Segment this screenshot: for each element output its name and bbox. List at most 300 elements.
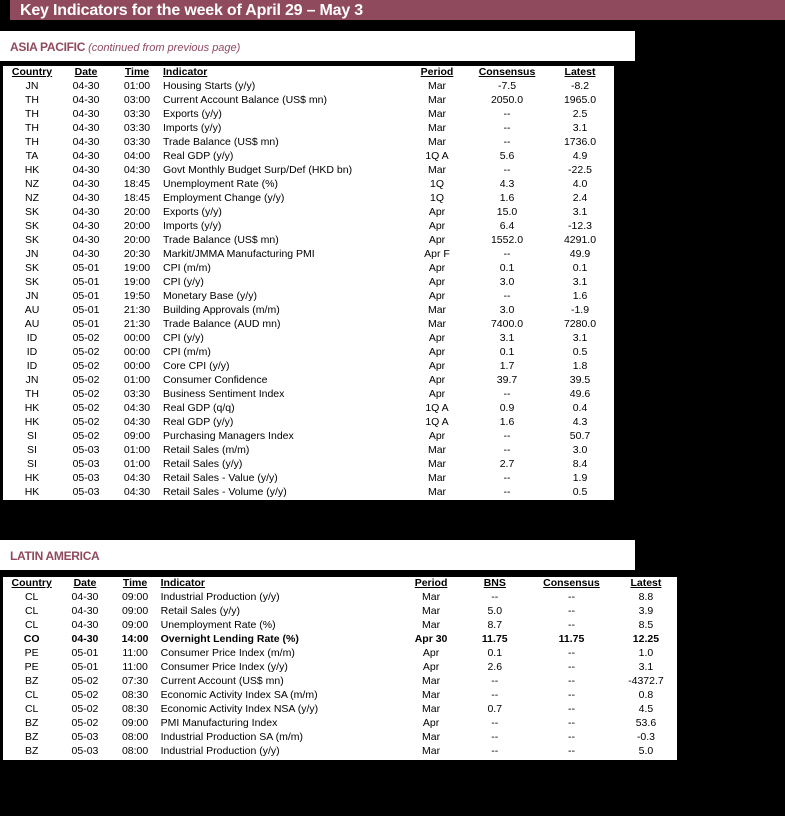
table-row	[3, 702, 677, 716]
cell-country: SI	[27, 458, 37, 470]
cell-latest: 2.4	[572, 192, 588, 204]
cell-date: 05-01	[72, 290, 100, 302]
cell-period: Mar	[427, 486, 447, 498]
cell-latest: 1736.0	[563, 136, 597, 148]
cell-time: 03:30	[123, 136, 151, 148]
cell-country: ID	[26, 346, 38, 358]
cell-period: Mar	[422, 619, 441, 631]
cell-indicator: Overnight Lending Rate (%)	[160, 633, 299, 645]
cell-indicator: Trade Balance (AUD mn)	[163, 318, 281, 330]
cell-time: 04:30	[123, 472, 151, 484]
table-row	[3, 373, 614, 387]
cell-country: CL	[24, 591, 39, 603]
cell-period: Apr	[422, 717, 440, 729]
cell-bns: 0.7	[487, 703, 503, 715]
cell-country: BZ	[24, 675, 39, 687]
cell-consensus: --	[503, 108, 511, 120]
cell-time: 20:00	[123, 220, 151, 232]
cell-latest: 12.25	[632, 633, 660, 645]
cell-date: 04-30	[72, 136, 100, 148]
latin-america-table-container	[3, 577, 677, 760]
table-row	[3, 429, 614, 443]
cell-latest: 4.9	[572, 150, 588, 162]
cell-latest: 8.4	[572, 458, 588, 470]
cell-time: 00:00	[123, 360, 151, 372]
table-row	[3, 121, 614, 135]
cell-date: 05-02	[72, 346, 100, 358]
cell-time: 07:30	[121, 675, 149, 687]
cell-time: 08:30	[121, 703, 149, 715]
table-header-row	[3, 577, 677, 590]
cell-date: 05-02	[71, 703, 99, 715]
table-row	[3, 219, 614, 233]
cell-consensus: 1552.0	[490, 234, 524, 246]
table-row	[3, 275, 614, 289]
cell-latest: 4.0	[572, 178, 588, 190]
cell-consensus: 0.9	[499, 402, 515, 414]
table-row	[3, 744, 677, 758]
cell-time: 08:00	[121, 745, 149, 757]
cell-country: NZ	[25, 192, 39, 204]
cell-indicator: Industrial Production (y/y)	[160, 745, 280, 757]
latin-america-title: LATIN AMERICA	[10, 549, 100, 563]
cell-bns: 11.75	[481, 633, 508, 645]
table-row	[3, 485, 614, 499]
cell-consensus: --	[567, 731, 575, 743]
cell-indicator: Real GDP (q/q)	[163, 402, 235, 414]
table-row	[3, 471, 614, 485]
cell-country: TH	[25, 136, 39, 148]
cell-indicator: Industrial Production (y/y)	[160, 591, 280, 603]
table-row	[3, 191, 614, 205]
cell-indicator: Imports (y/y)	[163, 122, 222, 134]
page-title: Key Indicators for the week of April 29 – May 3	[20, 2, 364, 19]
cell-time: 21:30	[123, 304, 151, 316]
cell-indicator: Purchasing Managers Index	[163, 430, 294, 442]
cell-latest: 3.0	[572, 444, 588, 456]
cell-country: HK	[24, 416, 40, 428]
table-row	[3, 135, 614, 149]
cell-period: Mar	[422, 745, 441, 757]
cell-country: NZ	[25, 178, 39, 190]
cell-latest: 49.6	[569, 388, 591, 400]
cell-country: HK	[24, 402, 40, 414]
cell-latest: 1.0	[638, 647, 654, 659]
cell-indicator: Markit/JMMA Manufacturing PMI	[163, 248, 315, 260]
cell-period: Apr 30	[414, 633, 448, 645]
title-banner	[10, 0, 785, 20]
cell-country: HK	[24, 164, 40, 176]
cell-consensus: 39.7	[496, 374, 518, 386]
cell-time: 18:45	[123, 178, 151, 190]
cell-consensus: --	[567, 647, 575, 659]
cell-indicator: Retail Sales - Value (y/y)	[163, 472, 278, 484]
cell-consensus: 3.0	[499, 276, 515, 288]
cell-bns: 0.1	[487, 647, 503, 659]
cell-period: Apr	[428, 262, 446, 274]
cell-indicator: Consumer Price Index (y/y)	[160, 661, 288, 673]
cell-country: SK	[24, 206, 39, 218]
cell-indicator: Unemployment Rate (%)	[160, 619, 276, 631]
cell-latest: -0.3	[636, 731, 655, 743]
cell-time: 08:00	[121, 731, 149, 743]
cell-country: PE	[24, 661, 39, 673]
cell-date: 04-30	[72, 234, 100, 246]
cell-time: 11:00	[122, 661, 148, 673]
table-row	[3, 317, 614, 331]
cell-date: 05-01	[71, 647, 99, 659]
cell-date: 05-03	[72, 458, 100, 470]
cell-time: 11:00	[122, 647, 148, 659]
table-row	[3, 730, 677, 744]
cell-latest: -4372.7	[628, 675, 664, 687]
asia-pacific-table-container	[3, 66, 614, 500]
cell-time: 19:50	[123, 290, 151, 302]
cell-latest: 53.6	[635, 717, 657, 729]
table-row	[3, 331, 614, 345]
cell-latest: 3.1	[638, 661, 654, 673]
cell-date: 04-30	[72, 122, 100, 134]
cell-date: 04-30	[72, 192, 100, 204]
cell-consensus: 0.1	[499, 346, 515, 358]
column-header-consensus: Consensus	[543, 577, 600, 589]
cell-time: 09:00	[121, 619, 149, 631]
cell-consensus: --	[567, 717, 575, 729]
cell-country: HK	[24, 486, 40, 498]
cell-bns: --	[491, 689, 499, 701]
column-header-country: Country	[11, 66, 53, 78]
cell-country: SK	[24, 262, 39, 274]
cell-latest: -22.5	[568, 164, 592, 176]
cell-period: Mar	[427, 472, 447, 484]
cell-country: TH	[25, 108, 39, 120]
cell-time: 01:00	[123, 80, 151, 92]
cell-date: 05-03	[72, 472, 100, 484]
cell-period: Apr	[428, 276, 446, 288]
cell-country: SI	[27, 444, 37, 456]
cell-period: Mar	[427, 122, 447, 134]
cell-country: SK	[24, 276, 39, 288]
latin-america-table	[3, 577, 677, 758]
table-row	[3, 345, 614, 359]
cell-consensus: --	[567, 591, 575, 603]
cell-period: Mar	[427, 318, 447, 330]
cell-latest: 3.1	[572, 276, 588, 288]
cell-country: SK	[24, 220, 39, 232]
cell-indicator: Economic Activity Index SA (m/m)	[160, 689, 318, 701]
cell-latest: 4.5	[638, 703, 654, 715]
cell-period: Apr	[428, 290, 446, 302]
table-header-row	[3, 66, 614, 79]
cell-latest: 4.3	[572, 416, 588, 428]
cell-period: Mar	[427, 444, 447, 456]
cell-latest: 3.9	[638, 605, 654, 617]
cell-country: BZ	[24, 745, 39, 757]
cell-time: 09:00	[121, 591, 149, 603]
cell-latest: 50.7	[569, 430, 591, 442]
cell-consensus: 1.6	[499, 192, 515, 204]
cell-indicator: Retail Sales (y/y)	[160, 605, 240, 617]
cell-consensus: 6.4	[499, 220, 515, 232]
cell-indicator: Economic Activity Index NSA (y/y)	[160, 703, 319, 715]
cell-period: Apr F	[424, 248, 450, 260]
cell-indicator: Imports (y/y)	[163, 220, 222, 232]
cell-time: 14:00	[121, 633, 149, 645]
cell-date: 05-03	[71, 731, 99, 743]
cell-time: 04:30	[123, 416, 151, 428]
cell-date: 05-02	[72, 360, 100, 372]
cell-latest: 0.5	[572, 486, 588, 498]
cell-consensus: 0.1	[499, 262, 515, 274]
table-row	[3, 261, 614, 275]
cell-indicator: Unemployment Rate (%)	[163, 178, 278, 190]
cell-date: 05-01	[72, 262, 100, 274]
table-row	[3, 660, 677, 674]
cell-latest: 4291.0	[563, 234, 597, 246]
cell-time: 03:30	[123, 122, 151, 134]
cell-bns: 5.0	[487, 605, 503, 617]
cell-latest: 0.5	[572, 346, 588, 358]
cell-period: Apr	[422, 647, 440, 659]
cell-indicator: Housing Starts (y/y)	[163, 80, 256, 92]
cell-consensus: --	[567, 689, 575, 701]
cell-indicator: Current Account (US$ mn)	[160, 675, 284, 687]
cell-consensus: --	[503, 122, 511, 134]
cell-latest: -12.3	[568, 220, 592, 232]
cell-indicator: Retail Sales (m/m)	[163, 444, 250, 456]
cell-period: Mar	[427, 94, 447, 106]
cell-date: 04-30	[71, 619, 99, 631]
cell-country: PE	[24, 647, 39, 659]
cell-indicator: Real GDP (y/y)	[163, 416, 234, 428]
cell-time: 08:30	[121, 689, 149, 701]
table-row	[3, 590, 677, 604]
cell-indicator: Industrial Production SA (m/m)	[160, 731, 304, 743]
cell-consensus: --	[567, 745, 575, 757]
cell-latest: 39.5	[569, 374, 591, 386]
cell-time: 00:00	[123, 332, 151, 344]
column-header-bns: BNS	[483, 577, 506, 589]
cell-consensus: 2050.0	[490, 94, 524, 106]
cell-indicator: PMI Manufacturing Index	[160, 717, 278, 729]
cell-period: 1Q A	[425, 150, 449, 162]
table-row	[3, 716, 677, 730]
cell-latest: 8.5	[638, 619, 654, 631]
column-header-indicator: Indicator	[160, 577, 205, 589]
cell-date: 04-30	[72, 220, 100, 232]
cell-latest: 0.8	[638, 689, 654, 701]
cell-indicator: CPI (y/y)	[163, 332, 204, 344]
column-header-consensus: Consensus	[478, 66, 536, 78]
cell-period: Mar	[422, 591, 441, 603]
cell-consensus: 3.1	[499, 332, 515, 344]
cell-indicator: Consumer Price Index (m/m)	[160, 647, 295, 659]
cell-date: 05-01	[71, 661, 99, 673]
table-row	[3, 415, 614, 429]
cell-latest: 1965.0	[563, 94, 597, 106]
cell-time: 09:00	[123, 430, 151, 442]
cell-indicator: Core CPI (y/y)	[163, 360, 230, 372]
cell-indicator: CPI (m/m)	[163, 262, 211, 274]
cell-date: 04-30	[71, 605, 99, 617]
cell-latest: 8.8	[638, 591, 654, 603]
cell-indicator: Trade Balance (US$ mn)	[163, 234, 279, 246]
cell-period: Mar	[427, 108, 447, 120]
table-row	[3, 205, 614, 219]
cell-period: Mar	[427, 80, 447, 92]
cell-time: 20:00	[123, 234, 151, 246]
cell-country: AU	[24, 318, 40, 330]
cell-bns: --	[491, 591, 499, 603]
cell-latest: 3.1	[572, 332, 588, 344]
cell-indicator: Real GDP (y/y)	[163, 150, 234, 162]
cell-period: 1Q	[429, 192, 444, 204]
cell-indicator: Employment Change (y/y)	[163, 192, 285, 204]
cell-indicator: Exports (y/y)	[163, 108, 222, 120]
cell-date: 04-30	[72, 150, 100, 162]
cell-country: SK	[24, 234, 39, 246]
cell-indicator: CPI (m/m)	[163, 346, 211, 358]
cell-indicator: Current Account Balance (US$ mn)	[163, 94, 327, 106]
cell-date: 05-02	[72, 374, 100, 386]
cell-date: 05-02	[72, 388, 100, 400]
cell-date: 05-03	[72, 486, 100, 498]
cell-country: JN	[25, 248, 39, 260]
cell-period: Apr	[428, 360, 446, 372]
cell-consensus: 1.7	[499, 360, 515, 372]
cell-period: Mar	[422, 703, 441, 715]
cell-bns: 2.6	[487, 661, 503, 673]
cell-date: 04-30	[72, 94, 100, 106]
asia-pacific-title: ASIA PACIFIC	[10, 40, 86, 54]
table-row	[3, 401, 614, 415]
cell-latest: 0.1	[572, 262, 588, 274]
cell-indicator: Building Approvals (m/m)	[163, 304, 280, 316]
cell-period: Apr	[428, 346, 446, 358]
cell-country: CO	[23, 633, 40, 645]
cell-latest: -8.2	[570, 80, 590, 92]
cell-consensus: 11.75	[558, 633, 585, 645]
cell-period: Mar	[422, 689, 441, 701]
cell-indicator: Monetary Base (y/y)	[163, 290, 257, 302]
cell-indicator: Govt Monthly Budget Surp/Def (HKD bn)	[163, 164, 353, 176]
cell-time: 19:00	[123, 276, 151, 288]
cell-consensus: 7400.0	[490, 318, 524, 330]
cell-consensus: --	[503, 164, 511, 176]
cell-time: 20:30	[123, 248, 151, 260]
cell-period: Mar	[427, 164, 447, 176]
cell-period: Apr	[428, 206, 446, 218]
cell-date: 05-02	[72, 402, 100, 414]
table-row	[3, 79, 614, 93]
cell-bns: --	[491, 717, 499, 729]
cell-country: CL	[24, 689, 39, 701]
cell-indicator: Retail Sales - Volume (y/y)	[163, 486, 287, 498]
cell-consensus: --	[503, 248, 511, 260]
cell-consensus: --	[567, 619, 575, 631]
table-row	[3, 688, 677, 702]
asia-pacific-table	[3, 66, 614, 499]
cell-date: 05-02	[72, 416, 100, 428]
cell-date: 05-01	[72, 276, 100, 288]
cell-consensus: --	[567, 605, 575, 617]
cell-consensus: --	[503, 444, 511, 456]
cell-bns: --	[491, 675, 499, 687]
cell-period: Apr	[428, 332, 446, 344]
cell-consensus: --	[503, 472, 511, 484]
table-row	[3, 359, 614, 373]
table-row	[3, 289, 614, 303]
cell-date: 05-02	[71, 675, 99, 687]
cell-latest: 3.1	[572, 122, 588, 134]
cell-date: 04-30	[72, 206, 100, 218]
cell-period: Mar	[422, 605, 441, 617]
table-row	[3, 646, 677, 660]
cell-period: Apr	[428, 220, 446, 232]
cell-bns: 8.7	[487, 619, 503, 631]
table-row	[3, 303, 614, 317]
table-row	[3, 93, 614, 107]
cell-country: BZ	[24, 717, 39, 729]
cell-consensus: --	[567, 661, 575, 673]
cell-consensus: --	[503, 430, 511, 442]
cell-country: ID	[26, 332, 38, 344]
latin-america-section-header	[0, 540, 635, 570]
cell-consensus: -7.5	[497, 80, 517, 92]
cell-date: 04-30	[72, 80, 100, 92]
cell-time: 00:00	[123, 346, 151, 358]
column-header-latest: Latest	[630, 577, 662, 589]
column-header-date: Date	[73, 577, 97, 589]
column-header-period: Period	[420, 66, 454, 78]
cell-consensus: --	[503, 290, 511, 302]
cell-bns: --	[491, 745, 499, 757]
cell-consensus: 3.0	[499, 304, 515, 316]
cell-consensus: 4.3	[499, 178, 515, 190]
table-row	[3, 107, 614, 121]
table-row	[3, 247, 614, 261]
column-header-indicator: Indicator	[163, 66, 208, 78]
cell-bns: --	[491, 731, 499, 743]
cell-time: 19:00	[123, 262, 151, 274]
table-row	[3, 674, 677, 688]
cell-consensus: 2.7	[499, 458, 515, 470]
cell-period: Mar	[427, 304, 447, 316]
cell-date: 05-01	[72, 318, 100, 330]
cell-country: SI	[27, 430, 37, 442]
cell-latest: 3.1	[572, 206, 588, 218]
cell-country: CL	[24, 619, 39, 631]
cell-country: BZ	[24, 731, 39, 743]
cell-consensus: --	[503, 388, 511, 400]
cell-latest: 1.6	[572, 290, 588, 302]
cell-period: 1Q A	[425, 416, 449, 428]
cell-latest: 1.8	[572, 360, 588, 372]
cell-latest: 49.9	[569, 248, 591, 260]
cell-date: 04-30	[71, 591, 99, 603]
cell-time: 09:00	[121, 717, 149, 729]
cell-country: TH	[25, 388, 39, 400]
cell-period: Mar	[427, 458, 447, 470]
cell-latest: 0.4	[572, 402, 588, 414]
cell-date: 05-02	[71, 689, 99, 701]
table-row	[3, 387, 614, 401]
cell-country: JN	[25, 290, 39, 302]
cell-time: 04:30	[123, 486, 151, 498]
column-header-time: Time	[124, 66, 150, 78]
table-row	[3, 618, 677, 632]
cell-indicator: Trade Balance (US$ mn)	[163, 136, 279, 148]
